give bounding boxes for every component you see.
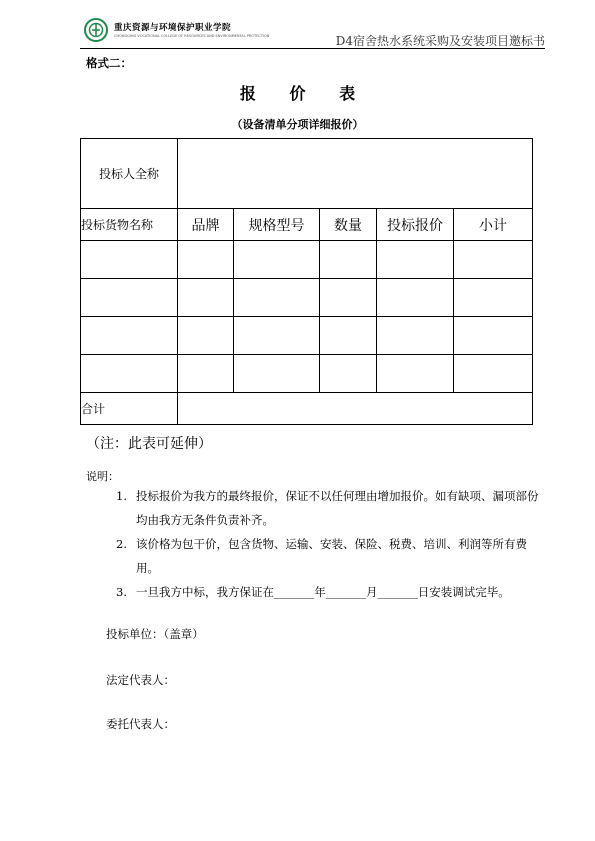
table-row [81, 317, 533, 355]
document-title: D4宿舍热水系统采购及安装项目邀标书 [335, 34, 545, 48]
bidder-name-cell[interactable] [178, 139, 533, 209]
table-cell[interactable] [178, 317, 234, 355]
header-divider [80, 48, 545, 49]
column-header-spec: 规格型号 [234, 209, 320, 241]
table-row [81, 279, 533, 317]
term-text: 该价格为包干价，包含货物、运输、安装、保险、税费、培训、利润等所有费用。 [136, 537, 527, 575]
table-cell[interactable] [377, 355, 454, 393]
table-note: （注：此表可延伸） [86, 436, 212, 452]
table-cell[interactable] [320, 241, 377, 279]
table-cell[interactable] [234, 279, 320, 317]
explanation-title: 说明： [86, 470, 119, 483]
header-row [81, 209, 533, 241]
table-cell[interactable] [320, 355, 377, 393]
table-cell[interactable] [178, 279, 234, 317]
table-row [81, 355, 533, 393]
table-cell[interactable] [320, 317, 377, 355]
bidding-unit-signature: 投标单位：（盖章） [106, 627, 204, 641]
table-cell[interactable] [81, 241, 178, 279]
column-header-item: 投标货物名称 [81, 209, 178, 241]
table-cell[interactable] [454, 279, 533, 317]
quotation-table [80, 138, 533, 425]
list-item [116, 532, 546, 580]
table-cell[interactable] [81, 355, 178, 393]
legal-representative-signature: 法定代表人： [106, 673, 175, 687]
terms-list [116, 484, 546, 604]
bidder-label: 投标人全称 [81, 139, 178, 209]
term-text: 一旦我方中标，我方保证在_______年_______月_______日安装调试完毕。 [136, 585, 510, 599]
table-cell[interactable] [377, 317, 454, 355]
table-cell[interactable] [454, 317, 533, 355]
table-cell[interactable] [377, 279, 454, 317]
table-cell[interactable] [320, 279, 377, 317]
page-subtitle: （设备清单分项详细报价） [231, 118, 364, 131]
college-logo-icon [84, 18, 108, 42]
table-cell[interactable] [454, 355, 533, 393]
authorized-agent-signature: 委托代表人： [106, 717, 175, 731]
list-item [116, 484, 546, 532]
table-cell[interactable] [454, 241, 533, 279]
term-number: 1. [116, 489, 127, 503]
page-title: 报 价 表 [239, 84, 370, 103]
column-header-price: 投标报价 [377, 209, 454, 241]
table-cell[interactable] [178, 241, 234, 279]
term-text: 投标报价为我方的最终报价，保证不以任何理由增加报价。如有缺项、漏项部份均由我方无条件负责补齐。 [136, 489, 539, 527]
table-cell[interactable] [377, 241, 454, 279]
column-header-brand: 品牌 [178, 209, 234, 241]
table-cell[interactable] [234, 355, 320, 393]
term-number: 3. [116, 585, 127, 599]
list-item [116, 580, 546, 604]
format-label: 格式二： [86, 56, 132, 70]
term-number: 2. [116, 537, 127, 551]
table-cell[interactable] [234, 241, 320, 279]
column-header-subtotal: 小计 [454, 209, 533, 241]
page-header [80, 14, 545, 48]
table-cell[interactable] [81, 317, 178, 355]
table-cell[interactable] [234, 317, 320, 355]
org-name: 重庆资源与环境保护职业学院 [114, 23, 232, 33]
table-row [81, 241, 533, 279]
total-value-cell[interactable] [178, 393, 533, 425]
bidder-row [81, 139, 533, 209]
table-cell[interactable] [178, 355, 234, 393]
column-header-quantity: 数量 [320, 209, 377, 241]
total-label: 合计 [81, 393, 178, 425]
table-cell[interactable] [81, 279, 178, 317]
total-row [81, 393, 533, 425]
org-english-name: CHONGQING VOCATIONAL COLLEGE OF RESOURCES AND ENVIRONMENTAL PROTECTION [114, 34, 270, 38]
